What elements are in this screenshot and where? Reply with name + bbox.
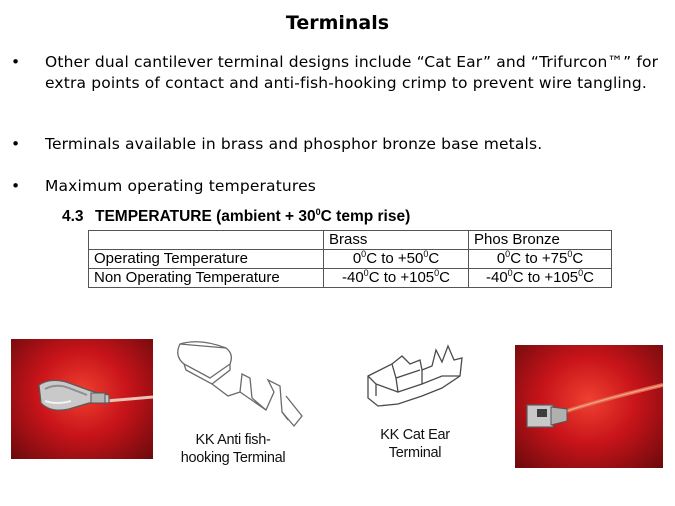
bullet-marker: • [11, 177, 21, 195]
bullet-text: Other dual cantilever terminal designs include “Cat Ear” and “Trifurcon™” for extra points of contact and anti-fish-hooking crimp to prevent wire tangling. [45, 53, 659, 92]
terminal-photo-left [11, 339, 153, 459]
temperature-spec-heading [62, 208, 410, 226]
brass-value: $-40^0C$ to $+105^0C$ [324, 269, 469, 288]
terminal-on-wire-image [11, 339, 153, 459]
caption-line: hooking Terminal [180, 450, 286, 466]
row-label: Operating Temperature [89, 250, 324, 269]
table-header-phos-bronze: Phos Bronze [469, 231, 612, 250]
bullet-marker: • [11, 135, 21, 153]
bullet-text: Maximum operating temperatures [45, 177, 317, 195]
heading-text: TEMPERATURE (ambient + 30 [95, 208, 316, 225]
degree-superscript: 0 [315, 207, 321, 217]
caption-line: Terminal [388, 445, 442, 461]
page-title: Terminals [285, 12, 390, 34]
heading-text-end: C temp rise) [320, 208, 411, 225]
caption-line: KK Cat Ear [380, 427, 450, 443]
anti-fish-hooking-terminal-drawing [170, 334, 305, 434]
cat-ear-terminal-drawing [362, 336, 466, 414]
table-row [89, 269, 612, 288]
caption-line: KK Anti fish- [195, 432, 271, 448]
anti-fish-hooking-caption [168, 431, 298, 467]
bullet-marker: • [11, 53, 21, 71]
terminal-photo-right [515, 345, 663, 468]
cat-ear-caption [363, 426, 467, 462]
brass-value: $0^0C$ to $+50^0C$ [324, 250, 469, 269]
table-row [89, 250, 612, 269]
section-number: 4.3 [62, 208, 84, 225]
phos-bronze-value: $0^0C$ to $+75^0C$ [469, 250, 612, 269]
temperature-table [88, 230, 612, 288]
table-header-brass: Brass [324, 231, 469, 250]
row-label: Non Operating Temperature [89, 269, 324, 288]
table-header-row [89, 231, 612, 250]
table-header-blank [89, 231, 324, 250]
bullet-text: Terminals available in brass and phosphor bronze base metals. [45, 135, 543, 153]
phos-bronze-value: $-40^0C$ to $+105^0C$ [469, 269, 612, 288]
cat-ear-terminal-on-wire-image [515, 345, 663, 468]
